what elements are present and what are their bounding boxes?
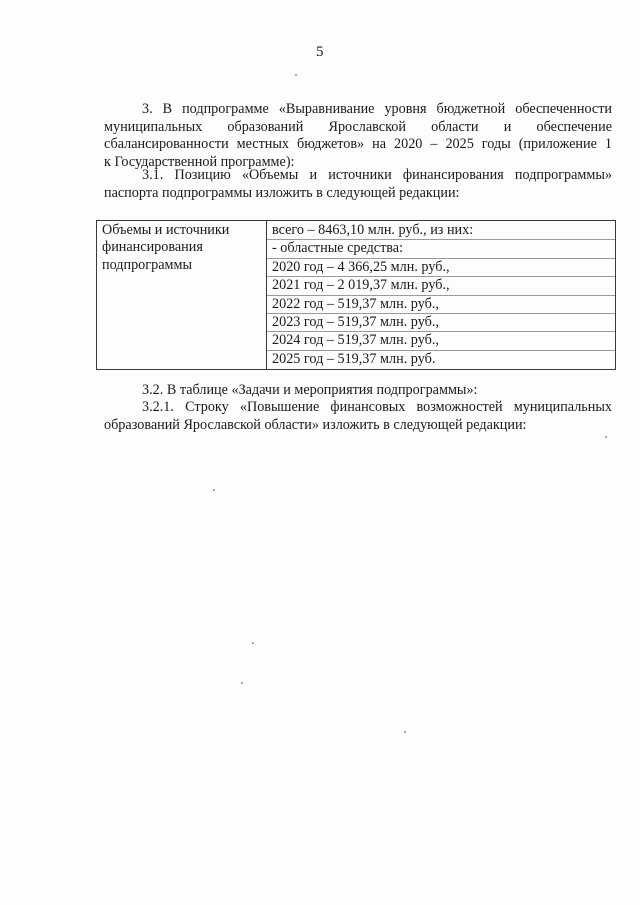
table-row	[97, 221, 616, 370]
paragraph-section-3-2-1	[104, 399, 612, 434]
paragraph-section-3-2	[104, 382, 612, 400]
value-line-year: 2021 год – 2 019,37 млн. руб.,	[267, 276, 615, 294]
label-line: финансирования	[102, 239, 203, 256]
scan-speck	[404, 731, 406, 733]
scan-speck	[295, 74, 297, 76]
value-line-year: 2023 год – 519,37 млн. руб.,	[267, 313, 615, 331]
text-line: 3. В подпрограмме «Выравнивание уровня бюджетной обеспеченности	[142, 101, 612, 117]
text-line: паспорта подпрограммы изложить в следующей редакции:	[104, 184, 460, 201]
value-line-year: 2025 год – 519,37 млн. руб.	[267, 350, 615, 368]
text-line: к Государственной программе):	[104, 153, 295, 170]
text-line: 3.2.1. Строку «Повышение финансовых возможностей муниципальных	[142, 399, 612, 415]
funding-values-cell	[267, 221, 616, 370]
scan-speck	[241, 682, 243, 684]
text-line: образований Ярославской области» изложить в следующей редакции:	[104, 416, 527, 433]
value-line-year: 2022 год – 519,37 млн. руб.,	[267, 295, 615, 313]
text-line: муниципальных образований Ярославской области и обеспечение	[104, 118, 612, 135]
page-number: 5	[316, 44, 324, 60]
paragraph-section-3-1	[104, 167, 612, 202]
scan-speck	[605, 436, 607, 438]
text-line: сбалансированности местных бюджетов» на 2020 – 2025 годы (приложение 1	[104, 136, 612, 152]
value-line-total: всего – 8463,10 млн. руб., из них:	[272, 222, 474, 238]
label-line: Объемы и источники	[102, 222, 230, 238]
funding-table	[96, 220, 616, 370]
value-line-year: 2024 год – 519,37 млн. руб.,	[267, 331, 615, 349]
text-line: 3.1. Позицию «Объемы и источники финансирования подпрограммы»	[142, 167, 612, 183]
paragraph-section-3	[104, 101, 612, 171]
scan-speck	[252, 642, 254, 644]
value-line-source: - областные средства:	[267, 239, 615, 257]
scan-speck	[213, 489, 215, 491]
funding-label-cell	[97, 221, 267, 370]
value-line-year: 2020 год – 4 366,25 млн. руб.,	[267, 258, 615, 276]
text-line: 3.2. В таблице «Задачи и мероприятия подпрограммы»:	[142, 382, 478, 398]
label-line: подпрограммы	[102, 256, 192, 273]
